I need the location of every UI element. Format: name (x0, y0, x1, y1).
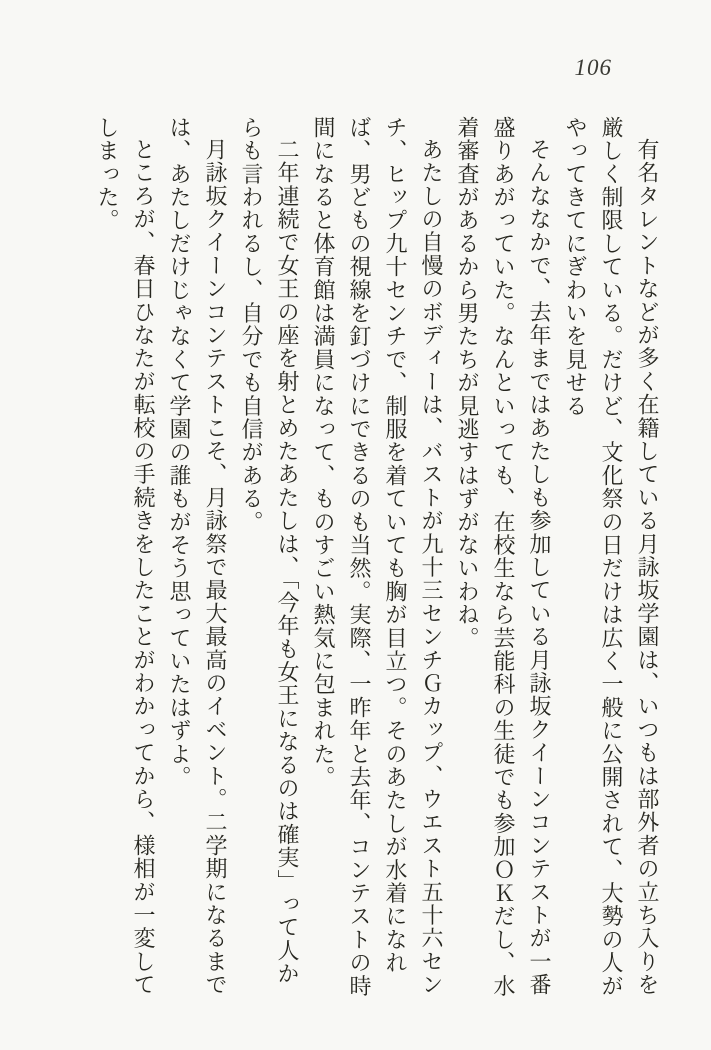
page-number: 106 (574, 55, 612, 80)
paragraph-1: 有名タレントなどが多く在籍している月詠坂学園は、いつもは部外者の立ち入りを厳しく制限している。だけど、文化祭の日だけは広く一般に公開されて、大勢の人がやってきてにぎわいを見せる (563, 116, 660, 998)
paragraph-6: ところが、春日ひなたが転校の手続きをしたことがわかってから、様相が一変してしまった。 (95, 116, 156, 997)
paragraph-2: そんななかで、去年まではあたしも参加している月詠坂クイーンコンテストが一番盛りあがっていた。なんといっても、在校生なら芸能科の生徒でも参加ＯＫだし、水着審査があるから男たちが見逃すはずがないわね。 (455, 116, 552, 998)
paragraph-5: 月詠坂クイーンコンテストこそ、月詠祭で最大最高のイベント。二学期になるまでは、あたしだけじゃなくて学園の誰もがそう思っていたはずよ。 (167, 116, 228, 997)
paragraph-3: あたしの自慢のボディーは、バストが九十三センチＧカップ、ウエスト五十六センチ、ヒップ九十センチで、制服を着ていても胸が目立つ。そのあたしが水着になれば、男どもの視線を釘づけにできるのも当然。実際、一昨年と去年、コンテストの時間になると体育館は満員になって、ものすごい熱気に包まれた。 (311, 116, 444, 998)
body-text (89, 116, 665, 1006)
paragraph-4: 二年連続で女王の座を射とめたあたしは、「今年も女王になるのは確実」って人からも言われるし、自分でも自信がある。 (239, 116, 300, 986)
